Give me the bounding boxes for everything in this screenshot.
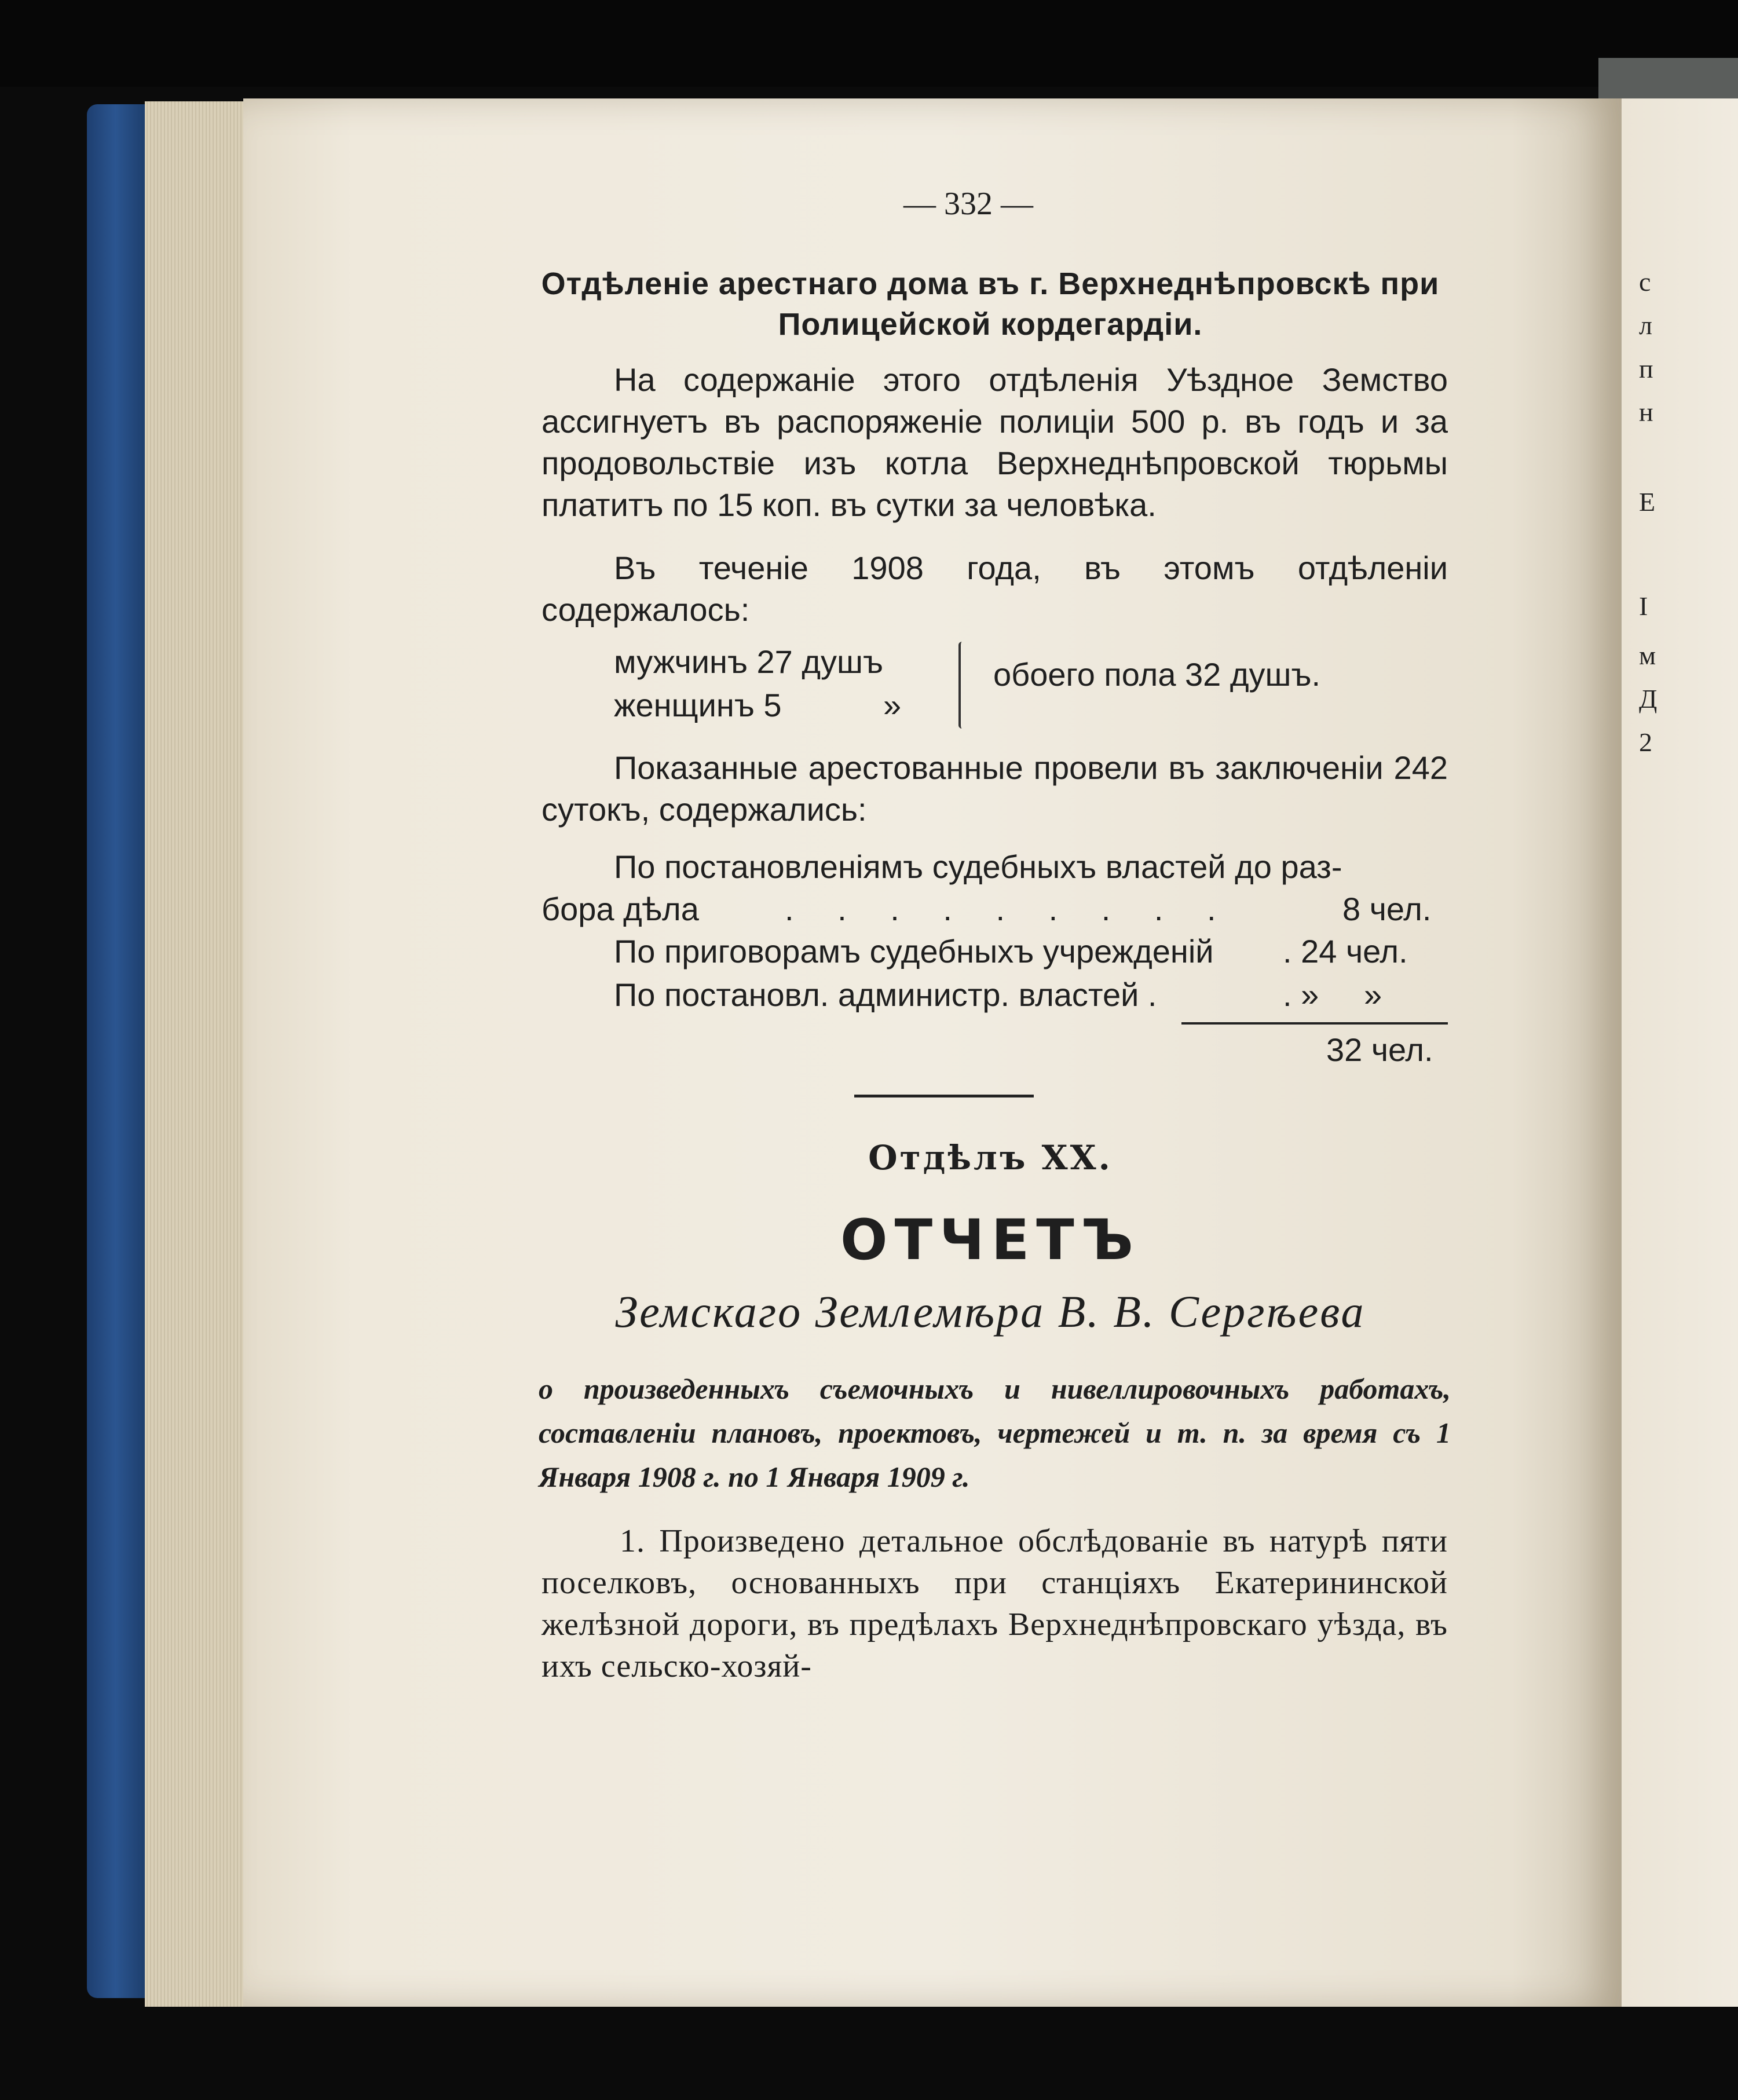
- breakdown-row3-value: . » »: [1283, 976, 1382, 1013]
- facing-page-fragment: м: [1639, 641, 1656, 670]
- breakdown-row1-line2: бора дѣла: [541, 891, 699, 927]
- breakdown-row2-value: . 24 чел.: [1283, 933, 1408, 969]
- facing-page-fragment: 2: [1639, 727, 1652, 757]
- inmates-women-ditto: »: [883, 687, 902, 723]
- leader-dots: . . . . . . . . .: [785, 891, 1234, 927]
- report-author: Земскаго Землемѣра В. В. Сергѣева: [615, 1286, 1366, 1337]
- breakdown-row1-line1: По постановленіямъ судебныхъ властей до раз-: [614, 848, 1342, 885]
- right-cover-strip: [1598, 58, 1738, 104]
- inmates-total: обоего пола 32 душъ.: [993, 656, 1321, 693]
- facing-page-fragment: п: [1639, 354, 1653, 383]
- breakdown-row3-label: По постановл. администр. властей .: [614, 976, 1157, 1013]
- grouping-brace: [958, 642, 972, 729]
- breakdown-row1-value: 8 чел.: [1342, 891, 1432, 927]
- paragraph-inmates-intro: Въ теченіе 1908 года, въ этомъ отдѣленіи содержалось:: [541, 550, 1448, 628]
- report-title: ОТЧЕТЪ: [840, 1208, 1140, 1272]
- inmates-men: мужчинъ 27 душъ: [614, 643, 883, 680]
- facing-page-fragment: Д: [1639, 684, 1657, 714]
- paragraph-funding: На содержаніе этого отдѣленія Уѣздное Земство ассигнуетъ въ распоряженіе полиціи 500 р. въ годъ и за продовольствіе изъ котла Верхнеднѣпровской тюрьмы платитъ по 15 коп. въ сутки за человѣка.: [541, 361, 1448, 523]
- section-heading: Отдѣленіе арестнаго дома въ г. Верхнеднѣпровскѣ при Полицейской кордегардіи.: [541, 266, 1440, 342]
- facing-page-fragment: I: [1639, 591, 1648, 621]
- facing-page-fragment: л: [1639, 310, 1652, 340]
- inmates-women: женщинъ 5: [614, 687, 782, 723]
- facing-page-fragment: с: [1639, 267, 1651, 297]
- page-stack-edges: [145, 101, 249, 2007]
- section-label: Отдѣлъ XX.: [868, 1138, 1113, 1177]
- paragraph-survey: 1. Произведено детальное обслѣдованіе въ натурѣ пяти поселковъ, основанныхъ при станціяхъ Екатерининской желѣзной дороги, въ предѣлахъ Верхнеднѣпровскаго уѣзда, въ ихъ сельско-хозяй-: [541, 1523, 1448, 1684]
- book-cover-edge: [87, 104, 151, 1998]
- breakdown-total: 32 чел.: [1326, 1031, 1433, 1068]
- breakdown-row2-label: По приговорамъ судебныхъ учрежденій: [614, 933, 1214, 969]
- scan-background: [0, 0, 1738, 87]
- page-number: — 332 —: [903, 186, 1033, 222]
- facing-page-fragment: Е: [1639, 487, 1656, 517]
- sum-rule: [1181, 1022, 1448, 1025]
- facing-page-fragment: н: [1639, 397, 1653, 427]
- paragraph-detention-days: Показанные арестованные провели въ заключеніи 242 сутокъ, содержались:: [541, 749, 1448, 828]
- section-divider: [854, 1095, 1034, 1097]
- report-subtitle: о произведенныхъ съемочныхъ и нивеллировочныхъ работахъ, составленіи плановъ, проектовъ, чертежей и т. п. за время съ 1 Января 1908 г. по 1 Января 1909 г.: [539, 1373, 1451, 1493]
